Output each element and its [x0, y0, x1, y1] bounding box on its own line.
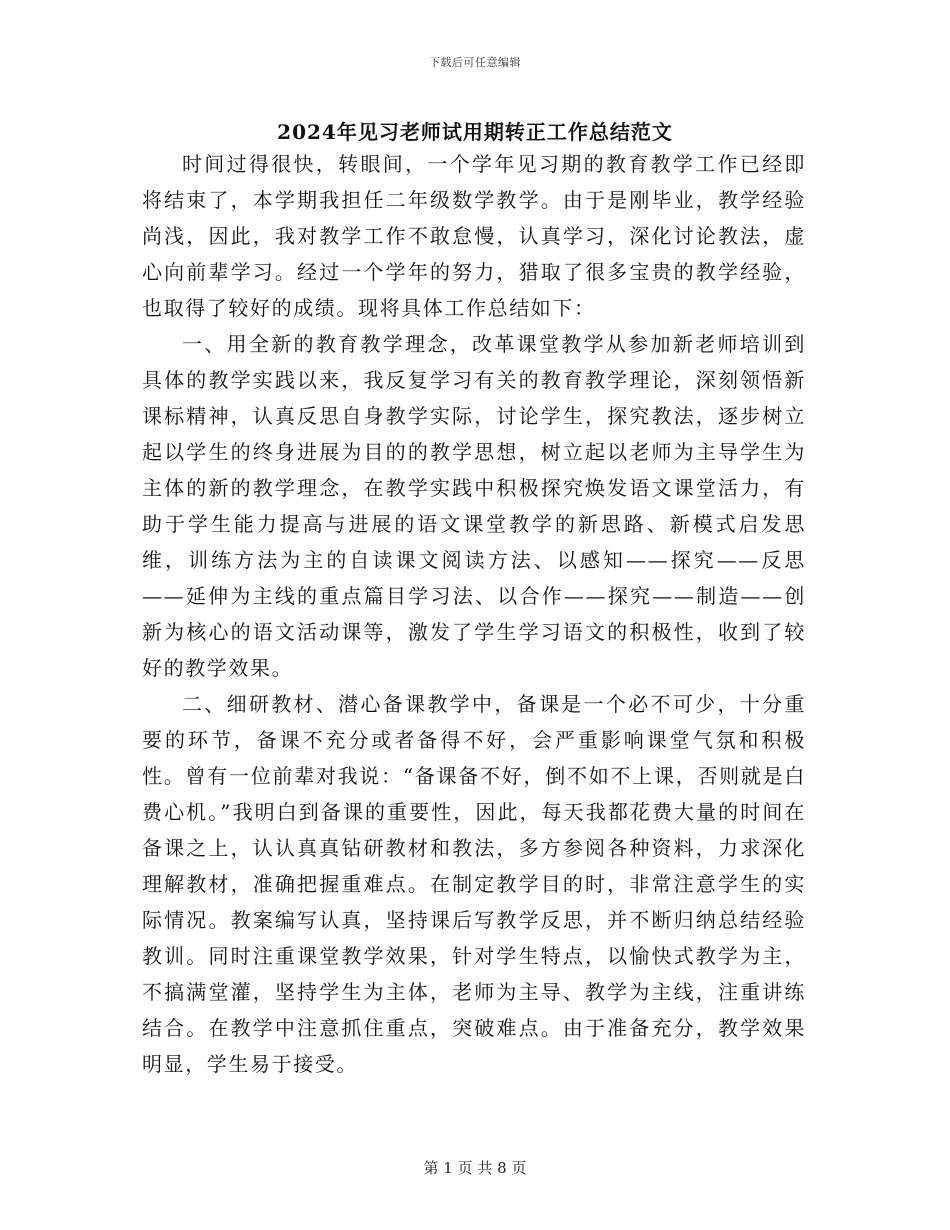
paragraph-intro: 时间过得很快，转眼间，一个学年见习期的教育教学工作已经即将结束了，本学期我担任二年级数学教学。由于是刚毕业，教学经验尚浅，因此，我对教学工作不敢怠慢，认真学习，深化讨论教法，虚心向前辈学习。经过一个学年的努力，猎取了很多宝贵的教学经验，也取得了较好的成绩。现将具体工作总结如下： [142, 152, 806, 320]
page-header-note: 下载后可任意编辑 [429, 56, 521, 69]
document-body [142, 146, 806, 1082]
document-title: 2024年见习老师试用期转正工作总结范文 [277, 120, 673, 144]
paragraph-section-one: 一、用全新的教育教学理念，改革课堂教学从参加新老师培训到具体的教学实践以来，我反复学习有关的教育教学理论，深刻领悟新课标精神，认真反思自身教学实际，讨论学生，探究教法，逐步树立起以学生的终身进展为目的的教学思想，树立起以老师为主导学生为主体的新的教学理念，在教学实践中积极探究焕发语文课堂活力，有助于学生能力提高与进展的语文课堂教学的新思路、新模式启发思维，训练方法为主的自读课文阅读方法、以感知——探究——反思——延伸为主线的重点篇目学习法、以合作——探究——制造——创新为核心的语文活动课等，激发了学生学习语文的积极性，收到了较好的教学效果。 [142, 332, 806, 680]
page-number-footer: 第 1 页 共 8 页 [423, 1159, 527, 1177]
paragraph-section-two: 二、细研教材、潜心备课教学中，备课是一个必不可少，十分重要的环节，备课不充分或者备得不好，会严重影响课堂气氛和积极性。曾有一位前辈对我说：“备课备不好，倒不如不上课，否则就是白费心机。”我明白到备课的重要性，因此，每天我都花费大量的时间在备课之上，认认真真钻研教材和教法，多方参阅各种资料，力求深化理解教材，准确把握重难点。在制定教学目的时，非常注意学生的实际情况。教案编写认真，坚持课后写教学反思，并不断归纳总结经验教训。同时注重课堂教学效果，针对学生特点，以愉快式教学为主，不搞满堂灌，坚持学生为主体，老师为主导、教学为主线，注重讲练结合。在教学中注意抓住重点，突破难点。由于准备充分，教学效果明显，学生易于接受。 [142, 692, 806, 1076]
